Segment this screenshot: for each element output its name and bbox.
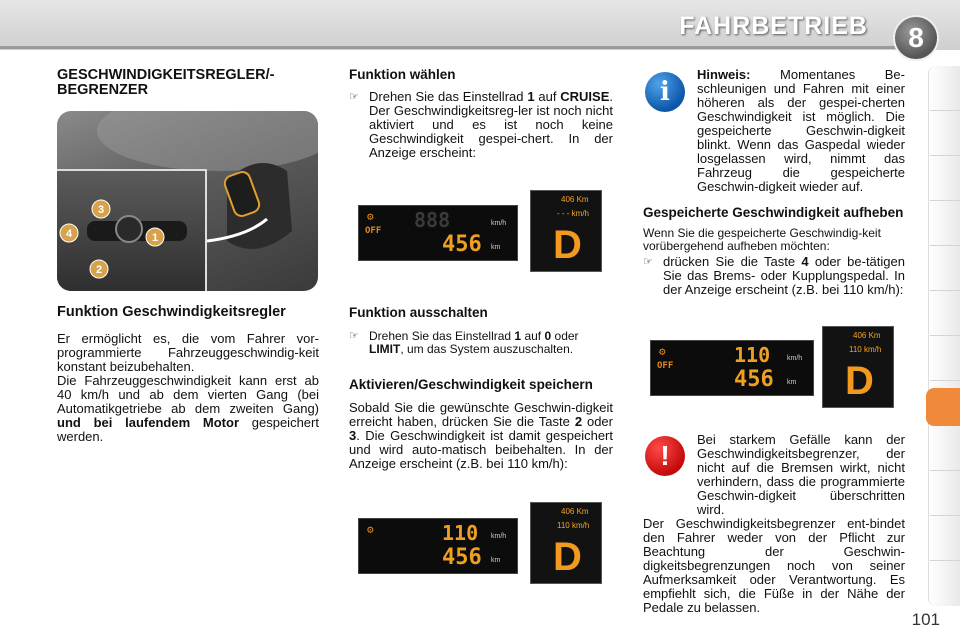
left-column	[57, 68, 319, 98]
tab-divider	[930, 155, 960, 156]
activate-title: Aktivieren/Geschwindigkeit speichern	[349, 377, 593, 392]
off-label: OFF	[657, 361, 674, 371]
active-chapter-tab[interactable]	[926, 388, 960, 426]
cancel-title: Gespeicherte Geschwindigkeit aufheben	[643, 205, 904, 220]
header-rule	[0, 46, 900, 49]
cancel-instruction: ☞ drücken Sie die Taste 4 oder be-tätigen Sie das Brems- oder Kupplungspedal. In der Anzeige erscheint (z.B. bei 110 km/h):	[643, 254, 905, 297]
gear-indicator: D	[553, 535, 582, 579]
chapter-tab-strip	[928, 66, 960, 606]
unit-kmh: km/h	[787, 355, 803, 362]
odometer-digits: 456	[442, 545, 482, 570]
gear-indicator: D	[845, 359, 874, 403]
tab-divider	[930, 110, 960, 111]
range-readout: 406 Km	[853, 331, 881, 340]
odometer-digits: 456	[734, 367, 774, 392]
range-readout: 406 Km	[561, 507, 589, 516]
unit-kmh: km/h	[491, 533, 507, 540]
hand-pointer-icon: ☞	[643, 256, 653, 268]
odometer-digits: 456	[442, 232, 482, 257]
warning-paragraph: Bei starkem Gefälle kann der Geschwindigkeitsbegrenzer, der nicht auf die Bremsen wirkt, nicht verhindern, dass die programmierte Geschwin-digkeit überschritten wird.	[697, 432, 905, 517]
tab-divider	[930, 290, 960, 291]
cluster-display-2	[358, 518, 518, 574]
intro-paragraph: Er ermöglicht es, die vom Fahrer vor-programmierte Fahrzeuggeschwindig-keit konstant beizubehalten.	[57, 331, 319, 374]
hand-pointer-icon: ☞	[349, 91, 359, 103]
cruise-icon: ⚙	[659, 345, 666, 358]
middle-column	[349, 68, 613, 160]
tab-divider	[930, 560, 960, 561]
gear-indicator: D	[553, 223, 582, 267]
chapter-number-badge: 8	[893, 15, 939, 61]
cruise-control-stalk-photo	[57, 111, 318, 291]
stalk-closeup	[57, 169, 207, 291]
info-icon: i	[645, 72, 685, 112]
warning-paragraph-2: Der Geschwindigkeitsbegrenzer ent-bindet den Fahrer weder von der Pflicht zur Beachtung der Geschwin-digkeitsbegrenzungen noch von seiner Aufmerksamkeit oder Verantwortung. Es empfiehlt sich, die Füße in der Nähe der Pedale zu belassen.	[643, 516, 905, 615]
select-instruction: ☞ Drehen Sie das Einstellrad 1 auf CRUISE. Der Geschwindigkeitsreg-ler ist noch nicht aktiviert und es ist noch keine Geschwindigkeit gespei-chert. In der Anzeige erscheint:	[349, 89, 613, 160]
unit-km: km	[787, 379, 797, 386]
range-readout: 406 Km	[561, 195, 589, 204]
tab-divider	[930, 245, 960, 246]
tab-divider	[930, 470, 960, 471]
off-section	[349, 306, 613, 471]
chapter-title: FAHRBETRIEB	[679, 12, 868, 40]
panel-display-2	[530, 502, 602, 584]
cancel-paragraph: Wenn Sie die gespeicherte Geschwindig-keit vorübergehend aufheben möchten:	[643, 226, 881, 253]
cruise-icon: ⚙	[367, 523, 374, 536]
label-4: 4	[65, 228, 73, 240]
tab-divider	[930, 335, 960, 336]
section-title: GESCHWINDIGKEITSREGLER/-BEGRENZER	[57, 67, 275, 98]
tab-divider	[930, 380, 960, 381]
speed-readout-set: 110 km/h	[849, 345, 882, 354]
off-title: Funktion ausschalten	[349, 305, 488, 320]
warning-block	[643, 433, 905, 615]
label-1: 1	[151, 232, 159, 244]
panel-display-1	[530, 190, 602, 272]
warning-icon: !	[645, 436, 685, 476]
unit-km: km	[491, 244, 501, 251]
panel-display-3	[822, 326, 894, 408]
activate-paragraph: Sobald Sie die gewünschte Geschwin-digkeit erreicht haben, drücken Sie die Taste 2 oder 3. Die Geschwindigkeit ist damit gespeichert und wird auto-matisch beibehalten. In der Anzeige erscheint (z.B. bei 110 km/h):	[349, 400, 613, 471]
speed-digits-dim: 888	[414, 208, 451, 232]
set-speed-digits: 110	[734, 343, 771, 367]
speed-readout-set: 110 km/h	[557, 521, 590, 530]
page-number: 101	[911, 610, 940, 629]
tab-divider	[930, 515, 960, 516]
cluster-display-3	[650, 340, 814, 396]
sub-title: Funktion Geschwindigkeitsregler	[57, 304, 286, 320]
off-instruction: ☞ Drehen Sie das Einstellrad 1 auf 0 oder LIMIT, um das System auszuschalten.	[349, 329, 579, 356]
speed-readout-blank: - - - km/h	[557, 209, 589, 218]
label-2: 2	[95, 264, 103, 276]
set-speed-digits: 110	[442, 521, 479, 545]
left-text	[57, 305, 319, 444]
cruise-icon: ⚙	[367, 210, 374, 223]
unit-km: km	[491, 557, 501, 564]
hand-pointer-icon: ☞	[349, 330, 359, 342]
off-label: OFF	[365, 226, 382, 236]
hint-paragraph: Hinweis: Momentanes Be-schleunigen und Fahren mit einer höheren als der gespei-cherten Geschwindigkeit ist möglich. Die gespeicherte Geschwin-digkeit blinkt. Wenn das Gaspedal wieder losgelassen wird, nimmt das Fahrzeug die gespeicherte Geschwin-digkeit wieder auf.	[697, 67, 905, 194]
speed-paragraph: Die Fahrzeuggeschwindigkeit kann erst ab 40 km/h und ab dem vierten Gang (bei Automatikgetriebe ab dem zweiten Gang) und bei laufendem Motor gespeichert werden.	[57, 373, 319, 444]
label-3: 3	[97, 204, 105, 216]
tab-divider	[930, 200, 960, 201]
right-column	[643, 68, 905, 297]
unit-kmh: km/h	[491, 220, 507, 227]
cluster-display-1	[358, 205, 518, 261]
select-function-title: Funktion wählen	[349, 67, 456, 82]
